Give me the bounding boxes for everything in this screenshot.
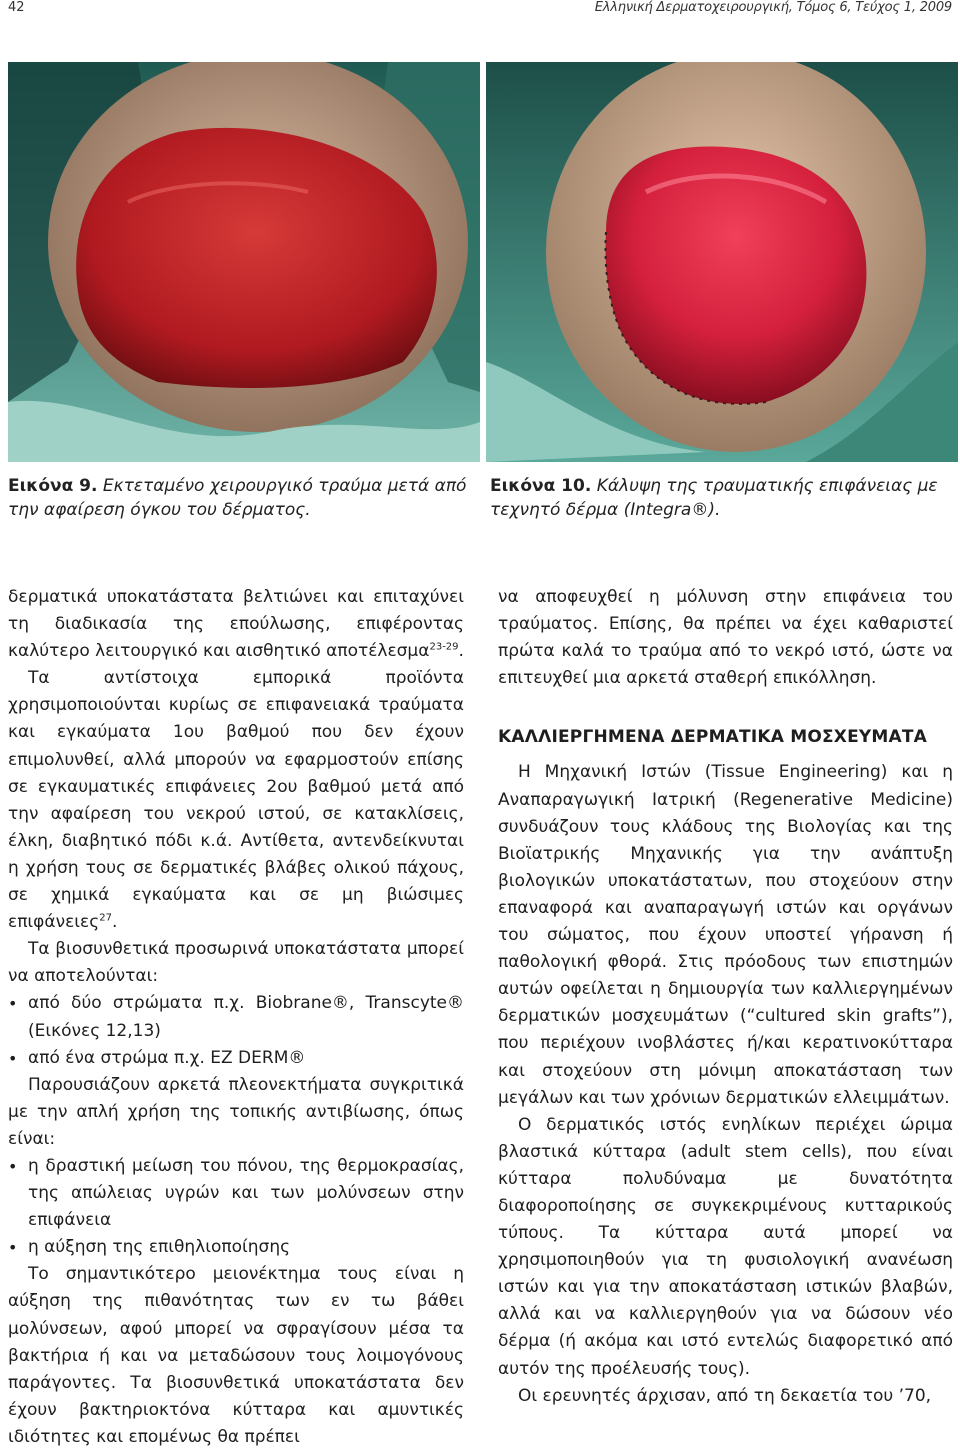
page-number: 42 xyxy=(8,0,25,15)
paragraph-text: δερματικά υποκατάστατα βελτιώνει και επιταχύνει τη διαδικασία της επούλωσης, επιφέροντας καλύτερο λειτουργικό και αισθητικό αποτέλεσμα xyxy=(8,587,464,662)
journal-header: Ελληνική Δερματοχειρουργική, Τόμος 6, Τεύχος 1, 2009 xyxy=(594,0,952,15)
section-title: ΚΑΛΛΙΕΡΓΗΜΕΝΑ ΔΕΡΜΑΤΙΚΑ ΜΟΣΧΕΥΜΑΤΑ xyxy=(498,727,928,748)
bullet-icon: • xyxy=(8,1156,18,1176)
paragraph-end: . xyxy=(458,641,464,662)
paragraph-text: Τα αντίστοιχα εμπορικά προϊόντα χρησιμοποιούνται κυρίως σε επιφανειακά τραύματα και εγκαύματα 1ου βαθμού που δεν έχουν επιμολυνθεί, αλλά μπορούν να εφαρμοστούν επίσης σε εγκαυματικές επιφάνειες 2ου βαθμού μετά από την αφαίρεση του νεκρού ιστού, σε κατακλίσεις, έλκη, διαβητικό πόδι κ.ά. Αντίθετα, αντενδείκνυται η χρήση τους σε δερματικές βλάβες ολικού πάχους, σε χημικά εγκαύματα και σε μη βιώσιμες επιφάνειες xyxy=(8,668,464,933)
list-item xyxy=(8,1045,464,1072)
list-item-text: από ένα στρώμα π.χ. EZ DERM® xyxy=(28,1047,306,1068)
bullet-icon: • xyxy=(8,1238,18,1258)
paragraph-end: . xyxy=(111,912,118,933)
right-column xyxy=(498,584,953,1410)
list-item-text: η αύξηση της επιθηλιοποίησης xyxy=(28,1237,291,1258)
list-item xyxy=(8,990,464,1044)
figure-10-photo xyxy=(486,62,958,462)
paragraph: Τα βιοσυνθετικά προσωρινά υποκατάστατα μπορεί να αποτελούνται: xyxy=(8,939,464,987)
paragraph: Οι ερευνητές άρχισαν, από τη δεκαετία του ’70, xyxy=(518,1385,932,1406)
bullet-icon: • xyxy=(8,994,18,1014)
list-item-text: από δύο στρώματα π.χ. Biobrane®, Transcyte® (Εικόνες 12,13) xyxy=(28,993,464,1041)
list-item xyxy=(8,1153,464,1234)
bullet-icon: • xyxy=(8,1048,18,1068)
figure-10-label: Εικόνα 10. xyxy=(490,476,592,496)
figure-9-caption-text: Εκτεταμένο χειρουργικό τραύμα μετά από την αφαίρεση όγκου του δέρματος. xyxy=(8,476,467,520)
paragraph: να αποφευχθεί η μόλυνση στην επιφάνεια του τραύματος. Επίσης, θα πρέπει να έχει καθαριστεί πρώτα καλά το τραύμα από το νεκρό ιστό, ώστε να επιτευχθεί μια αρκετά σταθερή επικόλληση. xyxy=(498,587,953,689)
paragraph xyxy=(8,584,464,665)
figure-9-label: Εικόνα 9. xyxy=(8,476,98,496)
list-item-text: η δραστική μείωση του πόνου, της θερμοκρασίας, της απώλειας υγρών και των μολύνσεων στην επιφάνεια xyxy=(28,1155,464,1231)
paragraph xyxy=(8,665,464,936)
figure-9-photo xyxy=(8,62,480,462)
reference: 23-29 xyxy=(429,641,459,653)
left-column xyxy=(8,584,464,1451)
figure-10-caption xyxy=(490,474,958,522)
reference: 27 xyxy=(99,912,112,924)
paragraph: Το σημαντικότερο μειονέκτημα τους είναι η αύξηση της πιθανότητας των εν τω βάθει μολύνσεων, αφού μπορεί να σφραγίσουν μέσα τα βακτήρια ή και να μεταδώσουν τους λοιμογόνους παράγοντες. Τα βιοσυνθετικά υποκατάστατα δεν έχουν βακτηριοκτόνα κύτταρα και αμυντικές ιδιότητες και επομένως θα πρέπει xyxy=(8,1264,464,1447)
list-item xyxy=(8,1234,464,1261)
paragraph: Η Μηχανική Ιστών (Tissue Engineering) και η Αναπαραγωγική Ιατρική (Regenerative Medicine) συνδυάζουν τους κλάδους της Βιολογίας και της Βιοϊατρικής Μηχανικής για την ανάπτυξη βιολογικών υποκατάστατων, που στοχεύουν στην επαναφορά και αναπαραγωγή ιστών και οργάνων του σώματος, που έχουν υποστεί γήρανση ή παθολογική φθορά. Στις πρόοδους των επιστημών αυτών οφείλεται η δημιουργία των καλλιεργημένων δερματικών μοσχευμάτων (“cultured skin grafts”), που περιέχουν ινοβλάστες ή/και κερατινοκύτταρα και στοχεύουν στη μόνιμη αποκατάσταση των μεγάλων και των χρόνιων δερματικών ελλειμμάτων. xyxy=(498,762,953,1108)
figure-10-caption-text: Κάλυψη της τραυματικής επιφάνειας με τεχνητό δέρμα (Integra®). xyxy=(490,476,938,520)
paragraph: Ο δερματικός ιστός ενηλίκων περιέχει ώριμα βλαστικά κύτταρα (adult stem cells), που είναι κύτταρα πολυδύναμα με δυνατότητα διαφοροποίησης σε συγκεκριμένους κυτταρικούς τύπους. Τα κύτταρα αυτά μπορεί να χρησιμοποιηθούν για τη φυσιολογική ανανέωση ιστών και για την αποκατάσταση ιστικών βλαβών, αλλά και να καλλιεργηθούν για να δώσουν νέο δέρμα (ή ακόμα και ιστό εντελώς διαφορετικό από αυτόν της προέλευσής τους). xyxy=(498,1114,953,1379)
figure-9-caption xyxy=(8,474,476,522)
paragraph: Παρουσιάζουν αρκετά πλεονεκτήματα συγκριτικά με την απλή χρήση της τοπικής αντιβίωσης, όπως είναι: xyxy=(8,1074,464,1149)
